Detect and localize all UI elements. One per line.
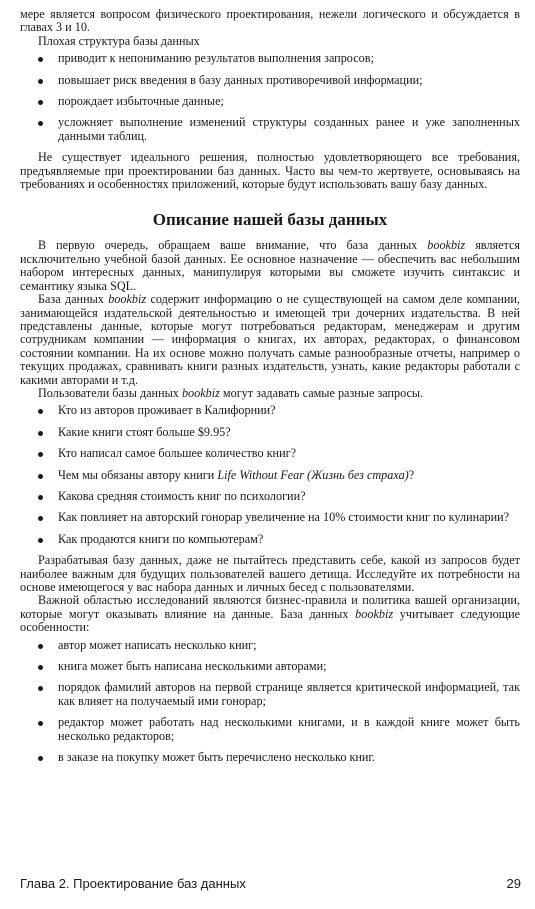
- bullet-icon: [38, 409, 43, 414]
- list-item-text: порядок фамилий авторов на первой странице является критической информацией, так как влияет на получаемый ими гонорар;: [58, 680, 520, 708]
- list-item-text: автор может написать несколько книг;: [58, 637, 257, 652]
- list-item-text: Кто написал самое большее количество книг?: [58, 446, 296, 461]
- list-item: [20, 639, 520, 652]
- section-heading: Описание нашей базы данных: [152, 210, 388, 230]
- bullet-icon: [38, 100, 43, 105]
- chapter-title: Глава 2. Проектирование баз данных: [20, 876, 246, 891]
- bullet-icon: [38, 516, 43, 521]
- list-item-text: Как повлияет на авторский гонорар увеличение на 10% стоимости книг по кулинарии?: [58, 510, 510, 525]
- list-item: [20, 533, 520, 546]
- db-name: bookbiz: [181, 385, 220, 400]
- bullet-icon: [38, 721, 43, 726]
- page-content: [20, 8, 520, 772]
- bullet-icon: [38, 452, 43, 457]
- bullet-icon: [38, 121, 43, 126]
- bad-structure-intro: Плохая структура базы данных: [38, 33, 200, 48]
- list-item: [20, 74, 520, 87]
- bullet-icon: [38, 57, 43, 62]
- bullet-icon: [38, 431, 43, 436]
- db-name: bookbiz: [427, 238, 466, 253]
- bullet-icon: [38, 474, 43, 479]
- paragraph-2: База данных bookbiz содержит информацию о не существующей на самом деле компании, занимающейся издательской деятельностью и имеющей три дочерних издательства. В ней представлены данные, которые могут потребоваться редакторам, менеджерам и другим сотрудникам компании — информация о книгах, их авторах, редакторах, о финансовом состоянии компании. На их основе можно получать самые разнообразные отчеты, например о текущих продажах, сравнивать книги разных издательств, узнать, какие редакторы работали с какими авторами и т.д.: [20, 292, 520, 387]
- paragraph-continued: мере является вопросом физического проектирования, нежели логического и обсуждается в главах 3 и 10.: [20, 7, 520, 35]
- page-number: 29: [506, 876, 521, 891]
- list-item-text: в заказе на покупку может быть перечислено несколько книг.: [58, 750, 376, 765]
- list-item: [20, 404, 520, 417]
- list-item-text: редактор может работать над несколькими книгами, и в каждой книге может быть несколько редакторов;: [58, 715, 520, 743]
- list-item: [20, 751, 520, 764]
- no-ideal-paragraph: Не существует идеального решения, полностью удовлетворяющего все требования, предъявляемые при проектировании баз данных. Часто вы чем-то жертвуете, основываясь на требованиях и особенностях приложений, которые будут использовать вашу базу данных.: [20, 150, 520, 192]
- list-item-text: усложняет выполнение изменений структуры созданных ранее и уже заполненных данными таблиц.: [58, 115, 520, 143]
- list-item: [20, 447, 520, 460]
- book-title: Life Without Fear (Жизнь без страха): [217, 467, 409, 482]
- list-item: [20, 95, 520, 108]
- list-item: [20, 52, 520, 65]
- paragraph-1: В первую очередь, обращаем ваше внимание, что база данных bookbiz является исключительно учебной базой данных. Ее основное назначение — обеспечить вас небольшим набором интересных данных, манипулируя которыми вы сможете изучить синтаксис и семантику языка SQL.: [20, 238, 520, 293]
- questions-list: [20, 404, 520, 546]
- bullet-icon: [38, 495, 43, 500]
- list-item: [20, 660, 520, 673]
- list-item: [20, 490, 520, 503]
- list-item-text: Какова средняя стоимость книг по психологии?: [58, 488, 306, 503]
- db-name: bookbiz: [108, 292, 147, 307]
- list-item-text: Чем мы обязаны автору книги: [58, 467, 218, 482]
- list-item-text: Как продаются книги по компьютерам?: [58, 531, 264, 546]
- bullet-icon: [38, 686, 43, 691]
- bullet-icon: [38, 644, 43, 649]
- list-item: [20, 511, 520, 524]
- db-name: bookbiz: [355, 606, 394, 621]
- page-footer: [20, 876, 521, 891]
- list-item-text: Какие книги стоят больше $9.95?: [58, 424, 231, 439]
- paragraph-3: Пользователи базы данных bookbiz могут задавать самые разные запросы.: [38, 385, 424, 400]
- list-item-text: приводит к непониманию результатов выполнения запросов;: [58, 51, 374, 66]
- bullet-icon: [38, 79, 43, 84]
- paragraph-4: Разрабатывая базу данных, даже не пытайтесь представить себе, какой из запросов будет наиболее важным для будущих пользователей вашего детища. Исследуйте их потребности на основе имеющегося у вас набора данных и личных бесед с пользователями.: [20, 553, 520, 594]
- bullet-icon: [38, 538, 43, 543]
- list-item: [20, 681, 520, 708]
- list-item-text: Кто из авторов проживает в Калифорнии?: [58, 403, 276, 418]
- bullet-icon: [38, 665, 43, 670]
- list-item-text: порождает избыточные данные;: [58, 94, 224, 109]
- list-item: [20, 426, 520, 439]
- list-item-text: повышает риск введения в базу данных противоречивой информации;: [58, 72, 423, 87]
- list-item-text: книга может быть написана несколькими авторами;: [58, 659, 327, 674]
- list-item: [20, 116, 520, 143]
- rules-list: [20, 639, 520, 765]
- list-item: Чем мы обязаны автору книги Life Without Fear (Жизнь без страха)?: [20, 469, 520, 482]
- list-item: [20, 716, 520, 743]
- bad-structure-list: [20, 52, 520, 143]
- paragraph-5: Важной областью исследований являются бизнес-правила и политика вашей организации, которые могут оказывать влияние на данные. База данных bookbiz учитывает следующие особенности:: [20, 593, 520, 635]
- bullet-icon: [38, 756, 43, 761]
